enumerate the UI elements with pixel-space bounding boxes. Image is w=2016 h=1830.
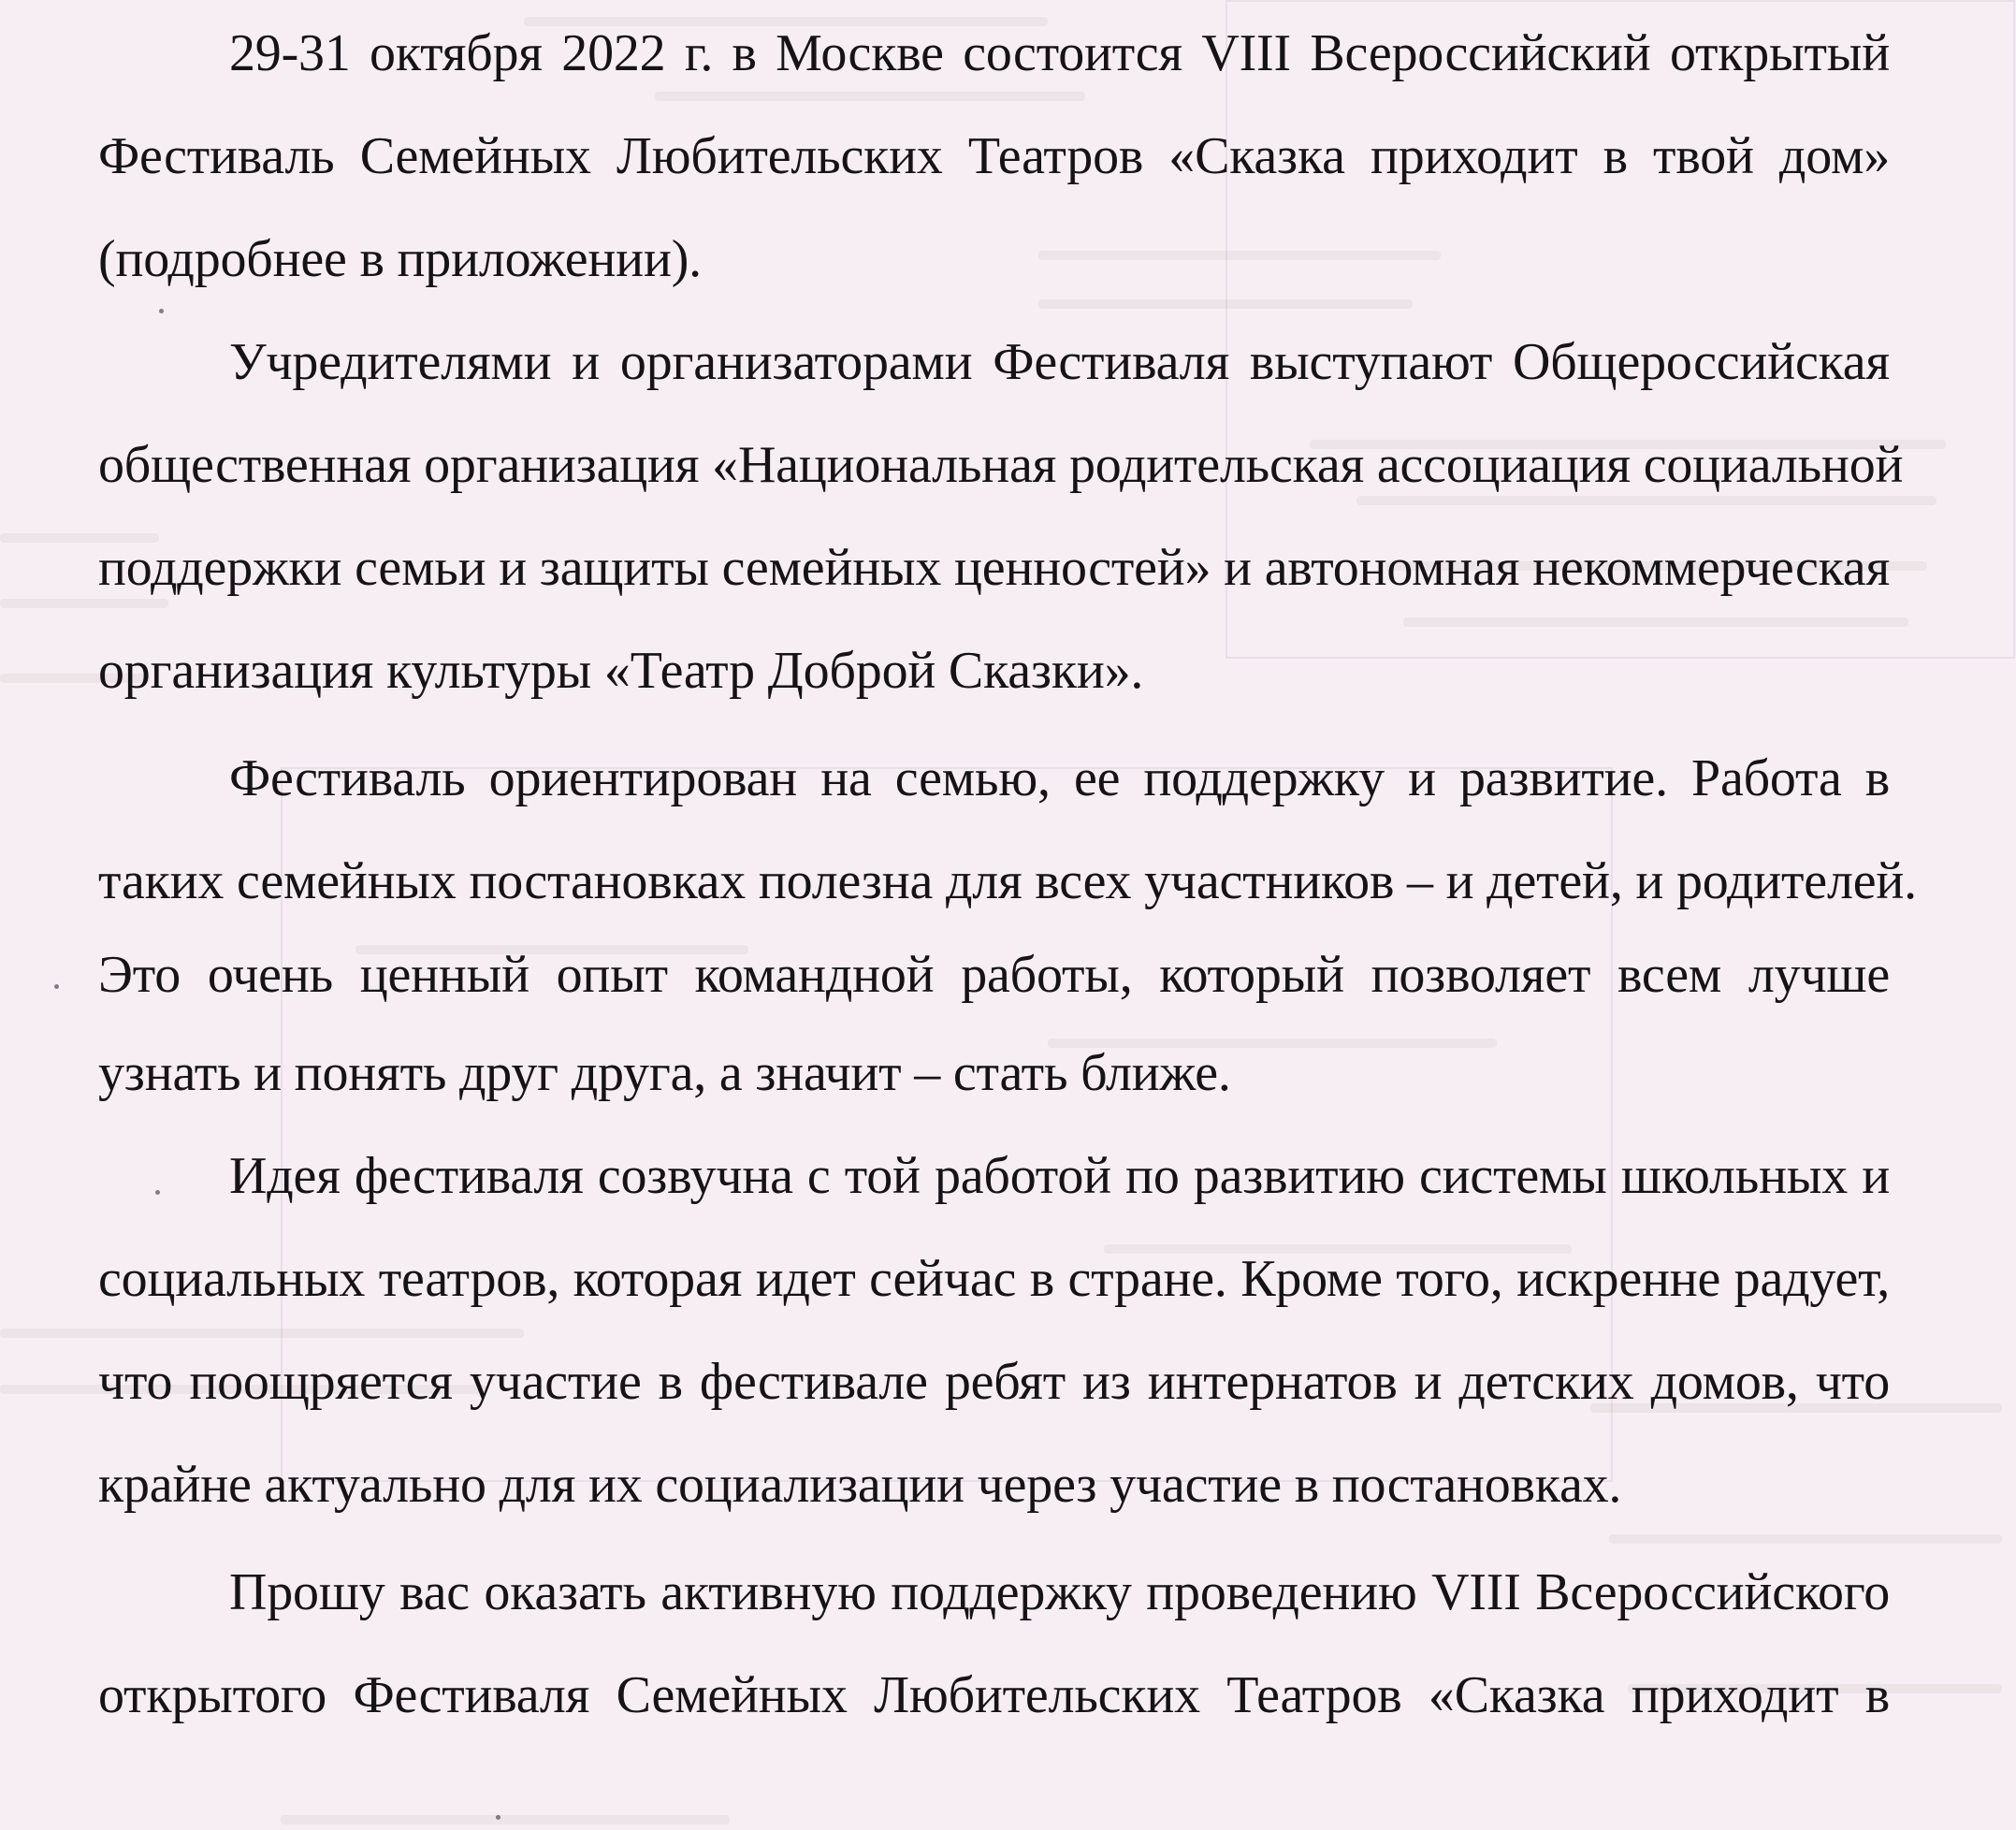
show-through-line <box>0 1329 524 1338</box>
show-through-line <box>281 1815 730 1824</box>
scan-speck <box>496 1815 500 1820</box>
paragraph-4-line-1: Идея фестиваля созвучна с той работой по развитию системы школьных и <box>229 1147 1890 1205</box>
scan-speck <box>54 984 59 989</box>
paragraph-3-line-3: Это очень ценный опыт командной работы, который позволяет всем лучше <box>98 946 1890 1004</box>
show-through-line <box>1038 299 1413 309</box>
paragraph-1-line-2: Фестиваль Семейных Любительских Театров «Сказка приходит в твой дом» <box>98 127 1890 185</box>
show-through-line <box>655 92 1085 101</box>
scan-speck <box>159 309 164 313</box>
paragraph-1-line-3: (подробнее в приложении). <box>98 230 702 288</box>
show-through-line <box>1403 617 1908 627</box>
paragraph-2-line-1: Учредителями и организаторами Фестиваля выступают Общероссийская <box>229 333 1890 391</box>
paragraph-4-line-4: крайне актуально для их социализации через участие в постановках. <box>98 1456 1622 1514</box>
paragraph-5-line-2: открытого Фестиваля Семейных Любительских Театров «Сказка приходит в <box>98 1666 1890 1724</box>
paragraph-2-line-2: общественная организация «Национальная родительская ассоциация социальной <box>98 436 1904 494</box>
show-through-line <box>1609 1534 2002 1544</box>
paragraph-4-line-3: что поощряется участие в фестивале ребят из интернатов и детских домов, что <box>98 1353 1890 1411</box>
paragraph-5-line-1: Прошу вас оказать активную поддержку проведению VIII Всероссийского <box>229 1563 1890 1621</box>
paragraph-3-line-1: Фестиваль ориентирован на семью, ее поддержку и развитие. Работа в <box>229 749 1890 807</box>
paragraph-2-line-3: поддержки семьи и защиты семейных ценностей» и автономная некоммерческая <box>98 539 1890 597</box>
paragraph-3-line-4: узнать и понять друг друга, а значит – стать ближе. <box>98 1044 1231 1102</box>
paragraph-4-line-2: социальных театров, которая идет сейчас в стране. Кроме того, искренне радует, <box>98 1250 1890 1308</box>
paragraph-1-line-1: 29-31 октября 2022 г. в Москве состоится VIII Всероссийский открытый <box>229 24 1890 82</box>
paragraph-3-line-2: таких семейных постановках полезна для всех участников – и детей, и родителей. <box>98 852 1917 910</box>
paragraph-2-line-4: организация культуры «Театр Доброй Сказки». <box>98 642 1144 700</box>
